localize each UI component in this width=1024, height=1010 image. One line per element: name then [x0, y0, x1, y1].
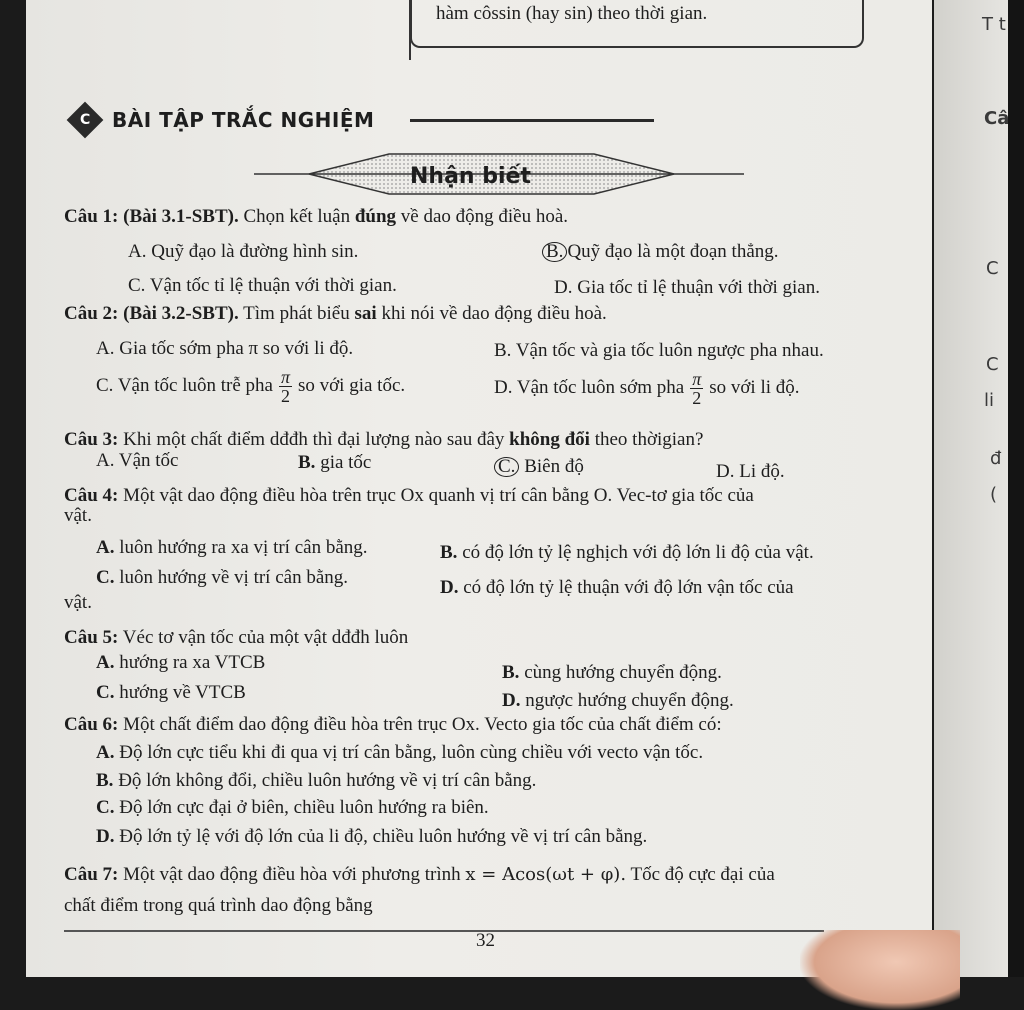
question-4-stem: Câu 4: Một vật dao động điều hòa trên trục Ox quanh vị trí cân bằng O. Vec-tơ gia tốc của	[64, 485, 754, 506]
question-1-option-b: B. Quỹ đạo là một đoạn thẳng.	[542, 241, 779, 263]
equation: x = Acos(ωt + φ).	[465, 864, 627, 885]
question-5-option-b: B. cùng hướng chuyển động.	[502, 662, 722, 683]
question-3-option-c: C. Biên độ	[494, 456, 584, 478]
section-heading	[64, 100, 374, 140]
fraction-pi-over-2: $\frac{\pi}{2}$	[280, 367, 290, 406]
section-rule	[410, 119, 654, 122]
facing-page-text: C	[986, 258, 999, 279]
question-3-option-d: D. Li độ.	[716, 461, 785, 482]
finger	[800, 930, 960, 1010]
question-2-option-a: A. Gia tốc sớm pha π so với li độ.	[96, 338, 354, 359]
fraction-pi-over-2: $\frac{\pi}{2}$	[692, 369, 702, 408]
question-4-option-d: D. có độ lớn tỷ lệ thuận với độ lớn vận tốc của	[440, 577, 794, 598]
facing-page-text: li	[984, 390, 995, 411]
question-6-option-b: B. Độ lớn không đổi, chiều luôn hướng về vị trí cân bằng.	[96, 770, 537, 791]
question-3-option-b: B. gia tốc	[298, 452, 372, 473]
question-4-option-a: A. luôn hướng ra xa vị trí cân bằng.	[96, 537, 368, 558]
question-4-option-d-cont: vật.	[64, 592, 92, 613]
question-1-stem: Câu 1: (Bài 3.1-SBT). Chọn kết luận đúng về dao động điều hoà.	[64, 206, 569, 227]
question-5-option-c: C. hướng về VTCB	[96, 682, 246, 703]
facing-page-text: (	[990, 484, 998, 505]
question-1-option-a: A. Quỹ đạo là đường hình sin.	[128, 241, 359, 262]
question-2-option-c: C. Vận tốc luôn trễ pha $\frac{\pi}{2}$ so với gia tốc.	[96, 367, 406, 406]
question-2-option-b: B. Vận tốc và gia tốc luôn ngược pha nhau.	[494, 340, 824, 361]
facing-page-text: C	[986, 354, 999, 375]
question-3-option-a: A. Vận tốc	[96, 450, 179, 471]
box-divider	[409, 0, 411, 60]
question-6-option-a: A. Độ lớn cực tiểu khi đi qua vị trí cân bằng, luôn cùng chiều với vecto vận tốc.	[96, 742, 704, 763]
facing-page-text: đ	[990, 448, 1002, 469]
level-label: Nhận biết	[410, 164, 531, 189]
question-2-option-d: D. Vận tốc luôn sớm pha $\frac{\pi}{2}$ so với li độ.	[494, 369, 800, 408]
question-5-stem: Câu 5: Véc tơ vận tốc của một vật dđđh luôn	[64, 627, 409, 648]
question-6-option-c: C. Độ lớn cực đại ở biên, chiều luôn hướng ra biên.	[96, 797, 489, 818]
section-badge-icon: C	[67, 102, 104, 139]
facing-page-text: Câ	[984, 108, 1010, 129]
question-1-option-d: D. Gia tốc tỉ lệ thuận với thời gian.	[554, 277, 820, 298]
page-number: 32	[476, 930, 495, 951]
section-title: BÀI TẬP TRẮC NGHIỆM	[112, 108, 375, 132]
question-6-stem: Câu 6: Một chất điểm dao động điều hòa trên trục Ox. Vecto gia tốc của chất điểm có:	[64, 714, 722, 735]
question-2-stem: Câu 2: (Bài 3.2-SBT). Tìm phát biểu sai khi nói về dao động điều hoà.	[64, 303, 607, 324]
background-edge	[1008, 0, 1024, 977]
question-7-stem: Câu 7: Một vật dao động điều hòa với phương trình x = Acos(ωt + φ). Tốc độ cực đại của	[64, 864, 775, 885]
question-6-option-d: D. Độ lớn tỷ lệ với độ lớn của li độ, chiều luôn hướng về vị trí cân bằng.	[96, 826, 648, 847]
summary-box-text: hàm côssin (hay sin) theo thời gian.	[436, 3, 708, 24]
question-4-option-c: C. luôn hướng về vị trí cân bằng.	[96, 567, 349, 588]
facing-page-text: T t	[982, 14, 1006, 35]
footer-rule	[64, 930, 824, 932]
question-4-stem-cont: vật.	[64, 505, 92, 526]
question-1-option-c: C. Vận tốc tỉ lệ thuận với thời gian.	[128, 275, 397, 296]
question-5-option-a: A. hướng ra xa VTCB	[96, 652, 266, 673]
question-4-option-b: B. có độ lớn tỷ lệ nghịch với độ lớn li độ của vật.	[440, 542, 814, 563]
question-7-stem-cont: chất điểm trong quá trình dao động bằng	[64, 895, 373, 916]
question-3-stem: Câu 3: Khi một chất điểm dđđh thì đại lượng nào sau đây không đổi theo thờigian?	[64, 429, 704, 450]
question-5-option-d: D. ngược hướng chuyển động.	[502, 690, 734, 711]
